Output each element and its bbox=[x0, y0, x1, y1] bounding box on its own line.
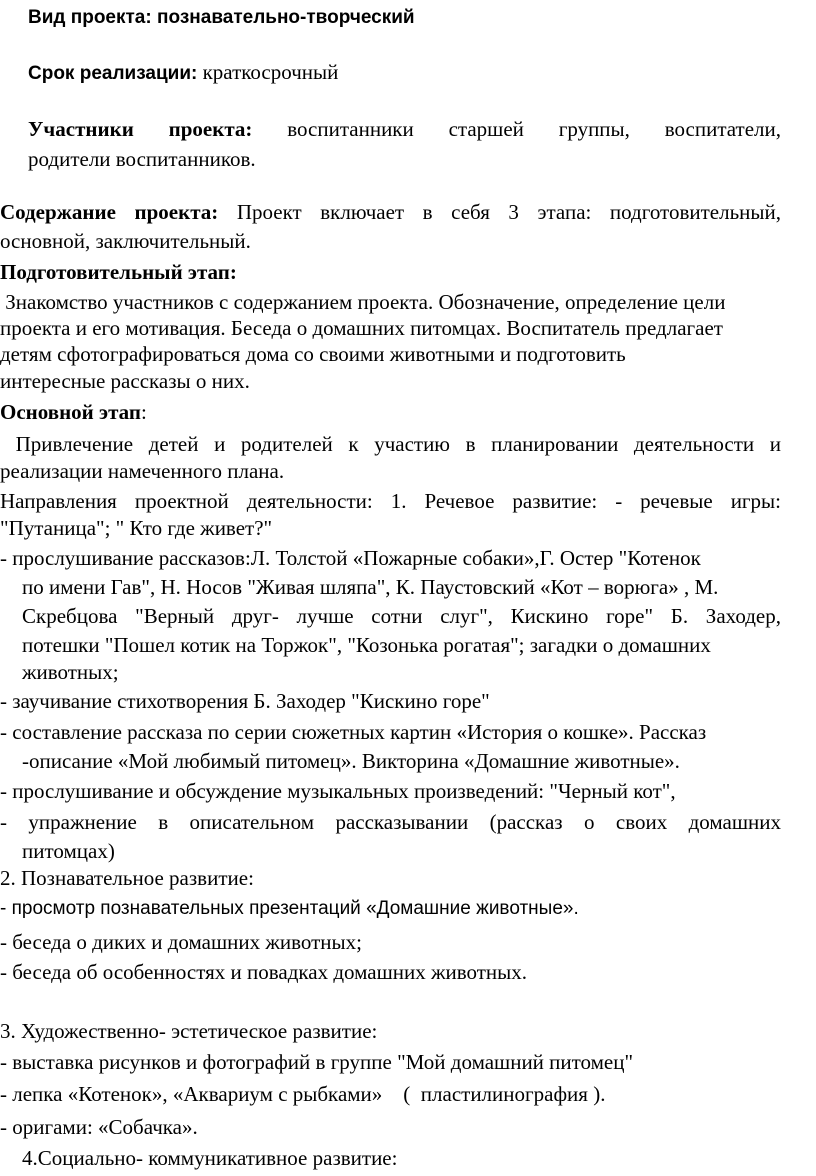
list-item: - просмотр познавательных презентаций «Домашние животные». bbox=[0, 898, 579, 919]
list-item: - прослушивание рассказов:Л. Толстой «Пожарные собаки»,Г. Остер "Котенок bbox=[0, 546, 701, 570]
content-label: Содержание проекта: bbox=[0, 200, 219, 224]
list-item: - заучивание стихотворения Б. Заходер "Кискино горе" bbox=[0, 689, 490, 713]
prep-stage-heading: Подготовительный этап: bbox=[0, 260, 237, 284]
participants-label: Участники проекта: bbox=[28, 117, 253, 141]
list-item-continuation: питомцах) bbox=[22, 839, 115, 863]
list-item-continuation: -описание «Мой любимый питомец». Викторина «Домашние животные». bbox=[22, 749, 680, 773]
prep-line: интересные рассказы о них. bbox=[0, 369, 250, 393]
list-item-continuation: Скребцова "Верный друг- лучше сотни слуг", Кискино горе" Б. Заходер, bbox=[22, 604, 781, 628]
project-type-label: Вид проекта: bbox=[28, 7, 152, 28]
list-item-continuation: потешки "Пошел котик на Торжок", "Козонька рогатая"; загадки о домашних bbox=[22, 633, 711, 657]
list-item-continuation: животных; bbox=[22, 660, 119, 684]
content-line-2: основной, заключительный. bbox=[0, 229, 251, 253]
duration-value: краткосрочный bbox=[202, 60, 339, 84]
main-stage-heading: Основной этап bbox=[0, 400, 141, 424]
duration-label: Срок реализации: bbox=[28, 63, 198, 84]
main-line: реализации намеченного плана. bbox=[0, 459, 285, 483]
main-line: Привлечение детей и родителей к участию в планировании деятельности и bbox=[0, 432, 781, 456]
main-stage-heading-line bbox=[0, 398, 147, 426]
prep-line: проекта и его мотивация. Беседа о домашних питомцах. Воспитатель предлагает bbox=[0, 316, 723, 340]
list-item: - беседа о диких и домашних животных; bbox=[0, 930, 362, 954]
list-item: - упражнение в описательном рассказывании (рассказ о своих домашних bbox=[0, 810, 781, 834]
participants-line-1 bbox=[28, 115, 781, 143]
section-heading: 3. Художественно- эстетическое развитие: bbox=[0, 1019, 378, 1043]
section-heading: 2. Познавательное развитие: bbox=[0, 866, 254, 890]
list-item: - беседа об особенностях и повадках домашних животных. bbox=[0, 960, 527, 984]
list-item: - лепка «Котенок», «Аквариум с рыбками» ( пластилинография ). bbox=[0, 1082, 606, 1106]
content-text-1: Проект включает в себя 3 этапа: подготовительный, bbox=[236, 200, 781, 224]
duration-line bbox=[28, 58, 338, 88]
main-line: Направления проектной деятельности: 1. Речевое развитие: - речевые игры: bbox=[0, 489, 781, 513]
list-item: - прослушивание и обсуждение музыкальных произведений: "Черный кот", bbox=[0, 779, 676, 803]
project-type-line bbox=[28, 4, 415, 32]
prep-line: Знакомство участников с содержанием проекта. Обозначение, определение цели bbox=[0, 290, 726, 314]
main-stage-colon: : bbox=[141, 400, 147, 424]
project-type-value: познавательно-творческий bbox=[157, 7, 415, 28]
content-line-1 bbox=[0, 198, 781, 226]
participants-line-2: родители воспитанников. bbox=[28, 147, 256, 171]
section-heading: 4.Социально- коммуникативное развитие: bbox=[22, 1146, 398, 1170]
list-item: - выставка рисунков и фотографий в группе "Мой домашний питомец" bbox=[0, 1050, 634, 1074]
prep-line: детям сфотографироваться дома со своими животными и подготовить bbox=[0, 342, 626, 366]
participants-value-1: воспитанники старшей группы, воспитатели, bbox=[287, 117, 782, 141]
list-item: - составление рассказа по серии сюжетных картин «История о кошке». Рассказ bbox=[0, 720, 707, 744]
list-item-continuation: по имени Гав", Н. Носов "Живая шляпа", К. Паустовский «Кот – ворюга» , М. bbox=[22, 575, 719, 599]
main-line: "Путаница"; " Кто где живет?" bbox=[0, 516, 273, 540]
list-item: - оригами: «Собачка». bbox=[0, 1115, 198, 1139]
